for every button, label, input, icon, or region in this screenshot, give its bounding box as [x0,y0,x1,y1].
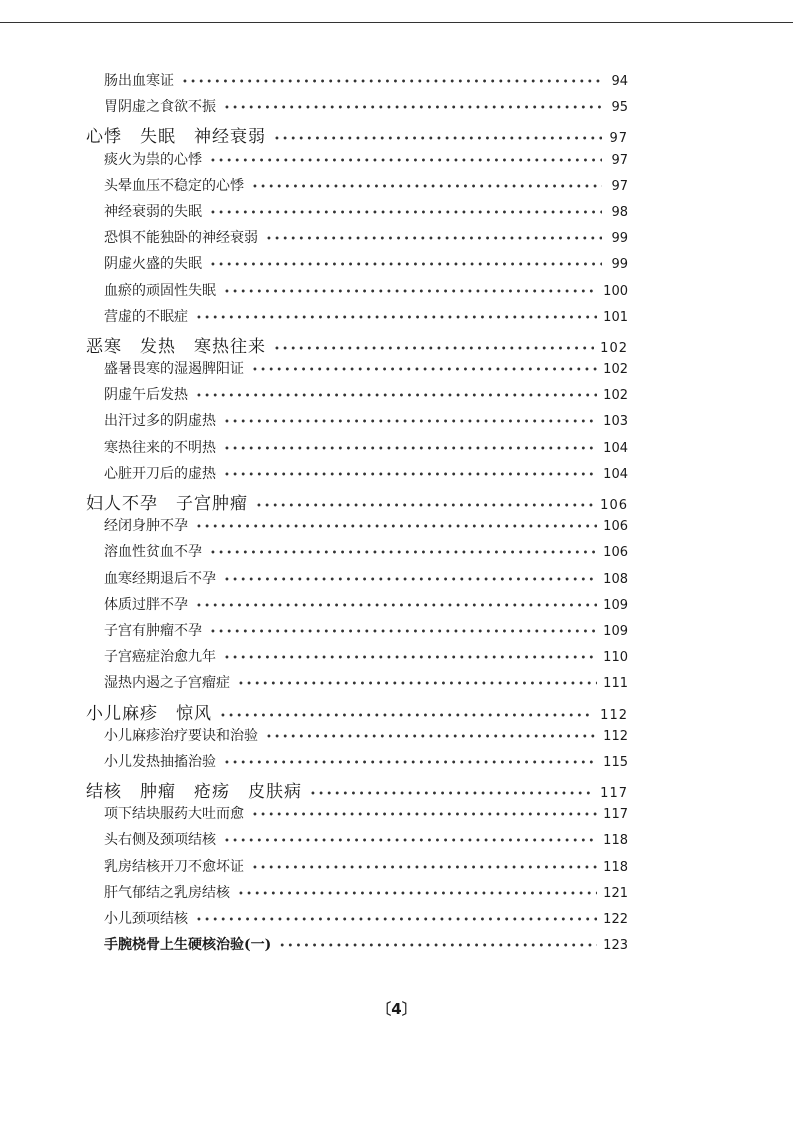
toc-entry-title: 血瘀的顽固性失眠 [104,282,216,299]
dot-leader [224,104,602,114]
toc-entry-title: 出汗过多的阴虚热 [104,413,216,430]
dot-leader [224,445,597,455]
toc-entry-title: 妇人不孕 子宫肿瘤 [86,494,248,514]
dot-leader [238,680,597,690]
toc-entry-title: 头晕血压不稳定的心悸 [104,177,244,194]
dot-leader [196,916,597,926]
toc-entry-page: 95 [611,100,628,116]
toc-entry-page: 102 [603,362,628,378]
toc-item-entry [86,280,628,306]
dot-leader [266,235,602,245]
toc-entry-title: 子宫有肿瘤不孕 [104,622,202,639]
dot-leader [210,628,597,638]
dot-leader [256,502,594,512]
dot-leader [274,135,602,145]
dot-leader [224,418,597,428]
dot-leader [274,345,594,355]
toc-item-entry [86,751,628,777]
toc-entry-page: 97 [609,131,628,147]
toc-entry-page: 101 [603,309,628,325]
toc-entry-page: 106 [603,545,628,561]
dot-leader [196,314,597,324]
dot-leader [252,183,602,193]
toc-entry-page: 97 [611,152,628,168]
toc-entry-page: 100 [603,283,628,299]
toc-item-entry [86,725,628,751]
dot-leader [252,864,597,874]
toc-item-entry [86,620,628,646]
toc-entry-title: 痰火为祟的心悸 [104,151,202,168]
toc-entry-page: 103 [603,414,628,430]
toc-entry-page: 98 [611,204,628,220]
toc-entry-title: 阴虚火盛的失眠 [104,256,202,273]
toc-entry-page: 106 [600,498,628,513]
toc-entry-title: 溶血性贫血不孕 [104,544,202,561]
dot-leader [238,890,597,900]
toc-entry-title: 头右侧及颈项结核 [104,832,216,849]
toc-entry-page: 99 [611,231,628,247]
toc-item-entry [86,541,628,567]
toc-item-entry [86,201,628,227]
toc-entry-page: 94 [611,74,628,89]
toc-entry-title: 恶寒 发热 寒热往来 [86,336,266,357]
toc-entry-page: 115 [603,754,628,770]
toc-item-entry [86,306,628,332]
dot-leader [196,602,597,612]
dot-leader [224,576,597,586]
toc-entry-title: 胃阴虚之食欲不振 [104,99,216,116]
dot-leader [224,471,597,481]
toc-section-entry [86,332,628,358]
toc-entry-page: 104 [603,466,628,482]
toc-entry-page: 102 [603,388,628,404]
toc-item-entry [86,829,628,855]
toc-item-entry [86,856,628,882]
toc-entry-title: 盛暑畏寒的湿遏脾阳证 [104,361,244,378]
dot-leader [210,209,602,219]
toc-item-entry [86,515,628,541]
toc-entry-title: 营虚的不眠症 [104,308,188,325]
dot-leader [224,288,597,298]
toc-entry-page: 99 [611,257,628,273]
toc-entry-page: 108 [603,571,628,587]
toc-section-entry [86,489,628,515]
toc-entry-page: 117 [603,807,628,823]
toc-item-entry [86,934,628,960]
toc-entry-page: 123 [603,938,628,954]
dot-leader [252,366,597,376]
toc-entry-title: 肝气郁结之乳房结核 [104,884,230,901]
dot-leader [224,654,597,664]
toc-entry-title: 子宫癌症治愈九年 [104,649,216,666]
toc-section-entry [86,699,628,725]
dot-leader [210,261,602,271]
dot-leader [252,811,597,821]
toc-entry-title: 结核 肿瘤 疮疡 皮肤病 [86,782,302,803]
toc-entry-title: 经闭身肿不孕 [104,518,188,535]
toc-item-entry [86,410,628,436]
toc-entry-page: 121 [603,885,628,901]
dot-leader [210,157,602,167]
toc-item-entry [86,908,628,934]
toc-entry-title: 小儿颈项结核 [104,911,188,927]
toc-entry-title: 小儿发热抽搐治验 [104,753,216,770]
toc-item-entry [86,227,628,253]
toc-entry-page: 122 [603,912,628,927]
toc-item-entry [86,882,628,908]
toc-item-entry [86,149,628,175]
toc-section-entry [86,122,628,148]
toc-entry-page: 110 [603,650,628,666]
toc-entry-title: 项下结块服药大吐而愈 [104,806,244,823]
toc-item-entry [86,672,628,698]
toc-entry-page: 102 [600,340,628,356]
table-of-contents [86,70,628,960]
toc-item-entry [86,175,628,201]
toc-entry-title: 恐惧不能独卧的神经衰弱 [104,230,258,247]
toc-entry-page: 104 [603,440,628,456]
dot-leader [220,712,594,722]
toc-entry-page: 97 [611,178,628,194]
toc-entry-title: 乳房结核开刀不愈坏证 [104,858,244,875]
toc-item-entry [86,96,628,122]
dot-leader [196,523,597,533]
toc-entry-page: 112 [600,707,628,723]
toc-item-entry [86,646,628,672]
toc-entry-page: 109 [603,623,628,639]
toc-entry-page: 112 [603,728,628,744]
toc-entry-title: 小儿麻疹 惊风 [86,703,212,724]
toc-entry-page: 106 [603,519,628,535]
toc-entry-title: 肠出血寒证 [104,73,174,89]
toc-entry-page: 109 [603,597,628,613]
toc-item-entry [86,437,628,463]
page-number: 〔4〕 [376,1000,417,1018]
toc-item-entry [86,463,628,489]
toc-item-entry [86,253,628,279]
toc-entry-title: 寒热往来的不明热 [104,439,216,456]
toc-entry-title: 湿热内遏之子宫瘤症 [104,675,230,692]
toc-section-entry [86,777,628,803]
toc-entry-page: 118 [603,859,628,875]
top-rule [0,22,793,23]
dot-leader [224,759,597,769]
toc-item-entry [86,568,628,594]
toc-item-entry [86,358,628,384]
toc-item-entry [86,384,628,410]
toc-entry-page: 118 [603,833,628,849]
dot-leader [210,549,597,559]
toc-item-entry [86,803,628,829]
dot-leader [224,837,597,847]
dot-leader [279,942,597,952]
toc-item-entry [86,594,628,620]
toc-entry-title: 心悸 失眠 神经衰弱 [86,127,266,148]
toc-entry-title: 血寒经期退后不孕 [104,570,216,587]
toc-entry-title: 神经衰弱的失眠 [104,203,202,220]
toc-item-entry [86,70,628,96]
toc-entry-page: 111 [603,676,628,692]
dot-leader [182,78,602,88]
dot-leader [310,790,594,800]
toc-entry-title: 小儿麻疹治疗要诀和治验 [104,727,258,744]
toc-entry-title: 阴虚午后发热 [104,387,188,404]
toc-entry-page: 117 [600,786,628,802]
toc-entry-title: 心脏开刀后的虚热 [104,465,216,482]
toc-entry-title: 体质过胖不孕 [104,596,188,613]
dot-leader [266,733,597,743]
dot-leader [196,392,597,402]
toc-entry-title: 手腕桡骨上生硬核治验(一) [104,937,272,954]
